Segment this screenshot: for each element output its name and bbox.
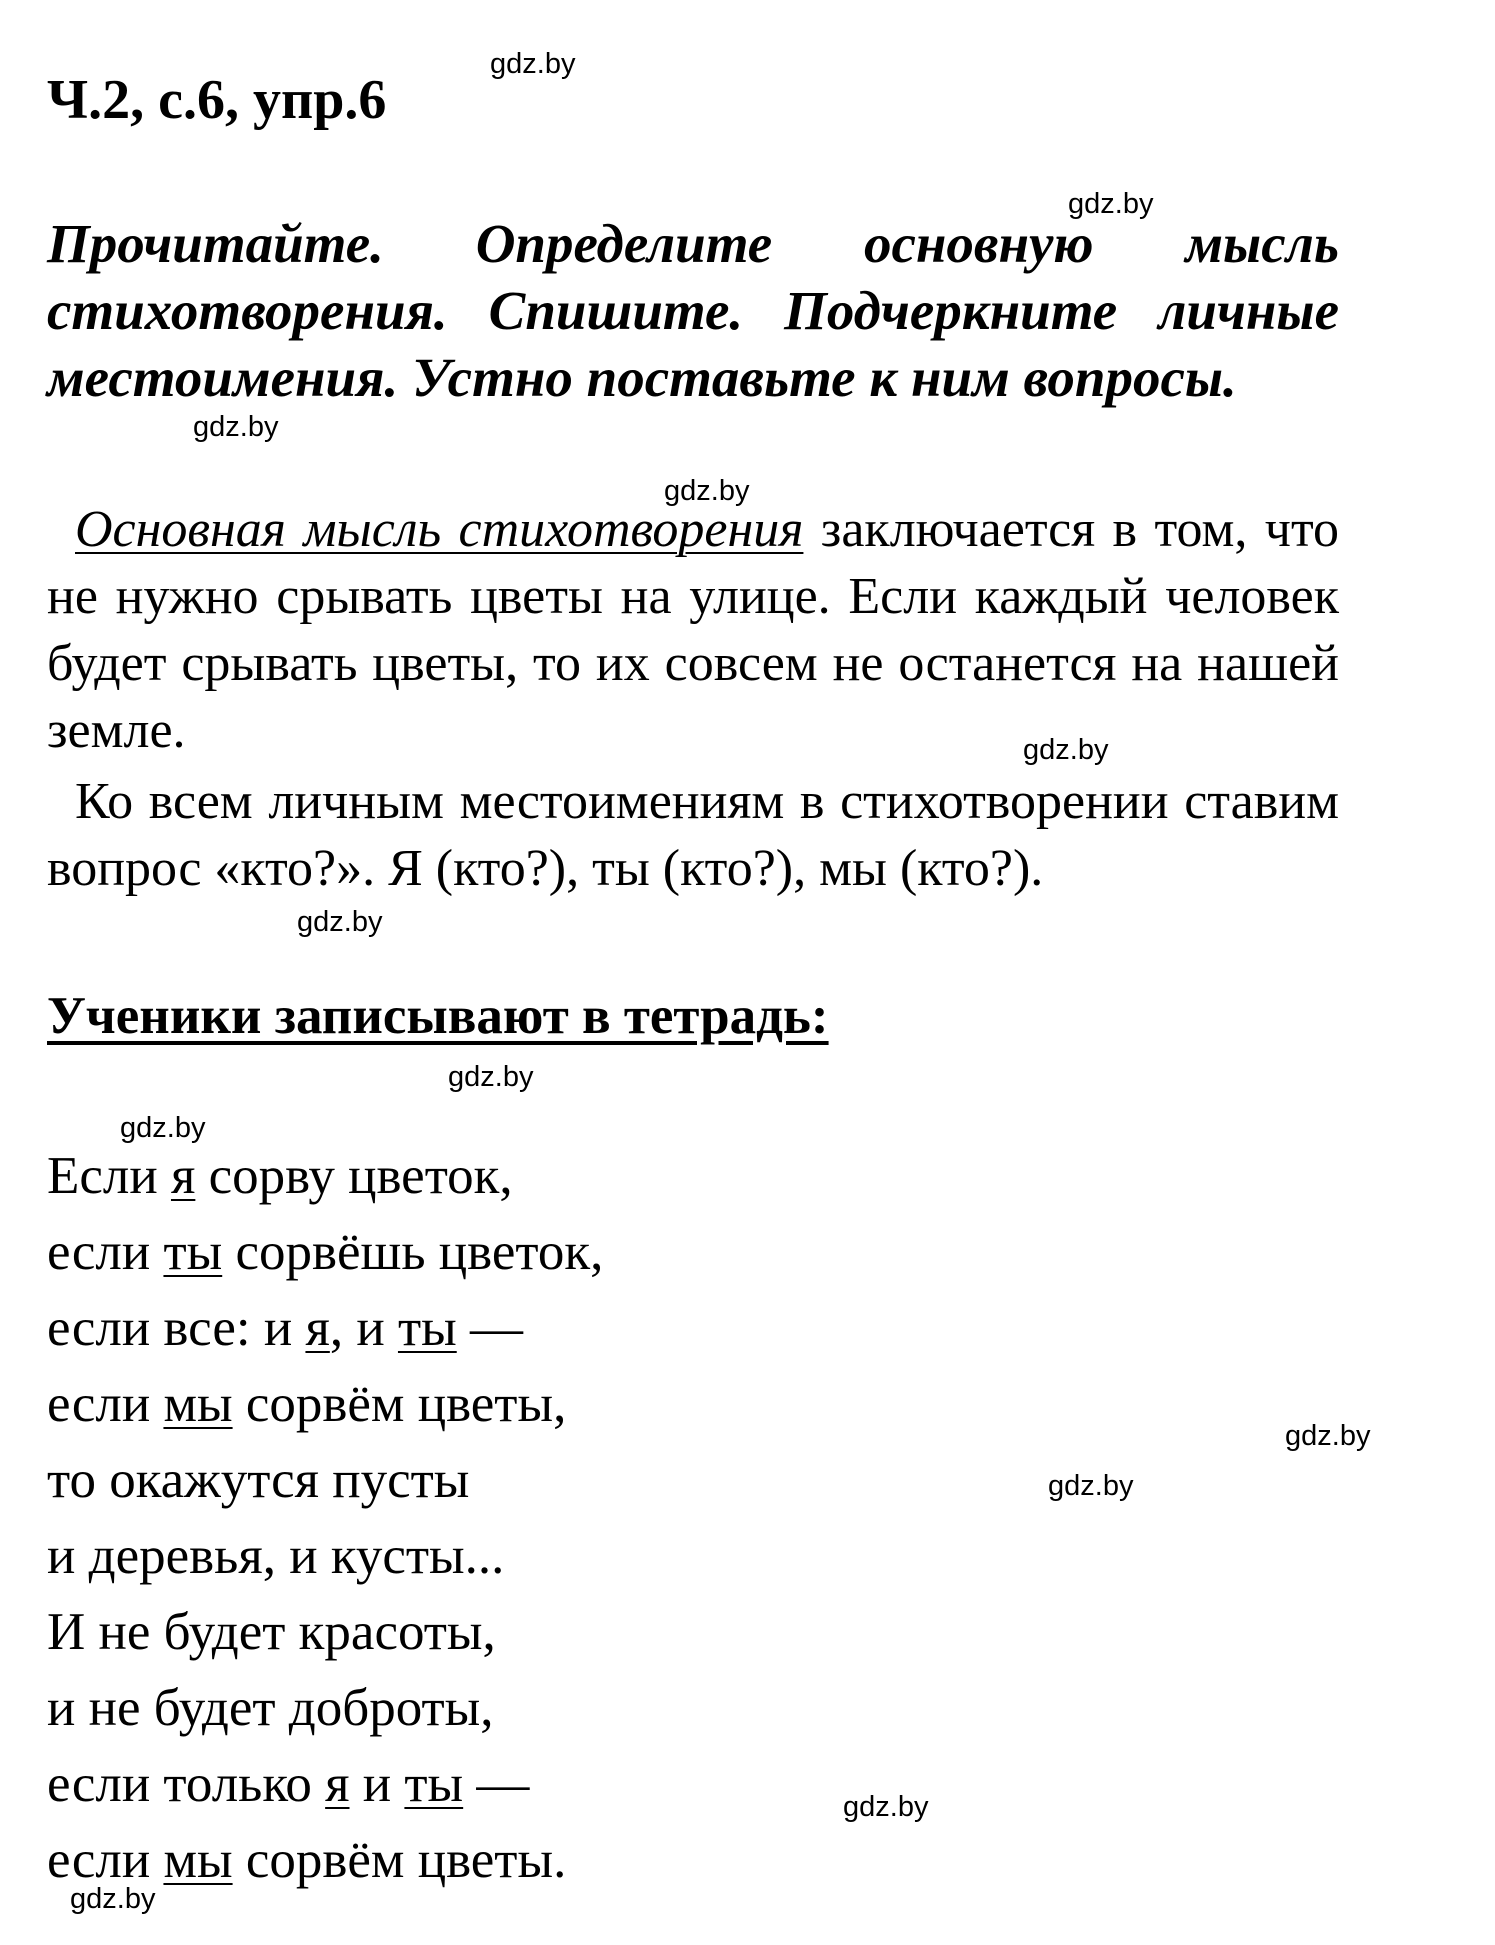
watermark: gdz.by [1068,188,1154,220]
watermark: gdz.by [297,906,383,938]
pronoun: я [325,1755,350,1813]
watermark: gdz.by [120,1112,206,1144]
watermark: gdz.by [70,1883,156,1915]
poem-line: и не будет доброты, [47,1679,494,1737]
pronoun: ты [397,1299,457,1357]
watermark: gdz.by [1285,1420,1371,1452]
poem-line: И не будет красоты, [47,1603,496,1661]
answer-paragraph [47,496,1339,764]
poem-line: если мы сорвём цветы. [47,1831,567,1889]
poem-line: Если я сорву цветок, [47,1147,513,1205]
answer-text: заключается в том, что не нужно срывать цветы на улице. Если каждый человек будет срывать цветы, то их совсем не останется на нашей земле. [47,501,1339,759]
watermark: gdz.by [1023,734,1109,766]
pronoun: я [305,1299,330,1357]
watermark: gdz.by [843,1791,929,1823]
pronoun: ты [404,1755,464,1813]
poem-line: и деревья, и кусты... [47,1527,505,1585]
pronoun: я [170,1147,196,1205]
poem [47,1138,603,1898]
poem-line: если только я и ты — [47,1755,530,1813]
poem-line: если мы сорвём цветы, [47,1375,567,1433]
watermark: gdz.by [490,48,576,80]
pronoun: ты [163,1223,223,1281]
watermark: gdz.by [1048,1470,1134,1502]
answer-paragraph-2 [47,768,1339,902]
poem-line: то окажутся пусты [47,1451,470,1509]
pronoun: мы [163,1375,233,1433]
poem-line: если ты сорвёшь цветок, [47,1223,604,1281]
poem-line: если все: и я, и ты — [47,1299,523,1357]
watermark: gdz.by [193,411,279,443]
pronoun: мы [163,1831,233,1889]
answer-text-2: Ко всем личным местоимениям в стихотворении ставим вопрос «кто?». Я (кто?), ты (кто?), мы (кто?). [47,773,1339,897]
main-idea-phrase: Основная мысль стихотворения [75,501,804,558]
task-instruction: Прочитайте. Определите основную мысль стихотворения. Спишите. Подчеркните личные местоимения. Устно поставьте к ним вопросы. [47,213,1339,408]
section-heading: Ученики записывают в тетрадь: [47,987,829,1045]
watermark: gdz.by [664,475,750,507]
watermark: gdz.by [448,1061,534,1093]
page-title: Ч.2, с.6, упр.6 [47,69,387,131]
